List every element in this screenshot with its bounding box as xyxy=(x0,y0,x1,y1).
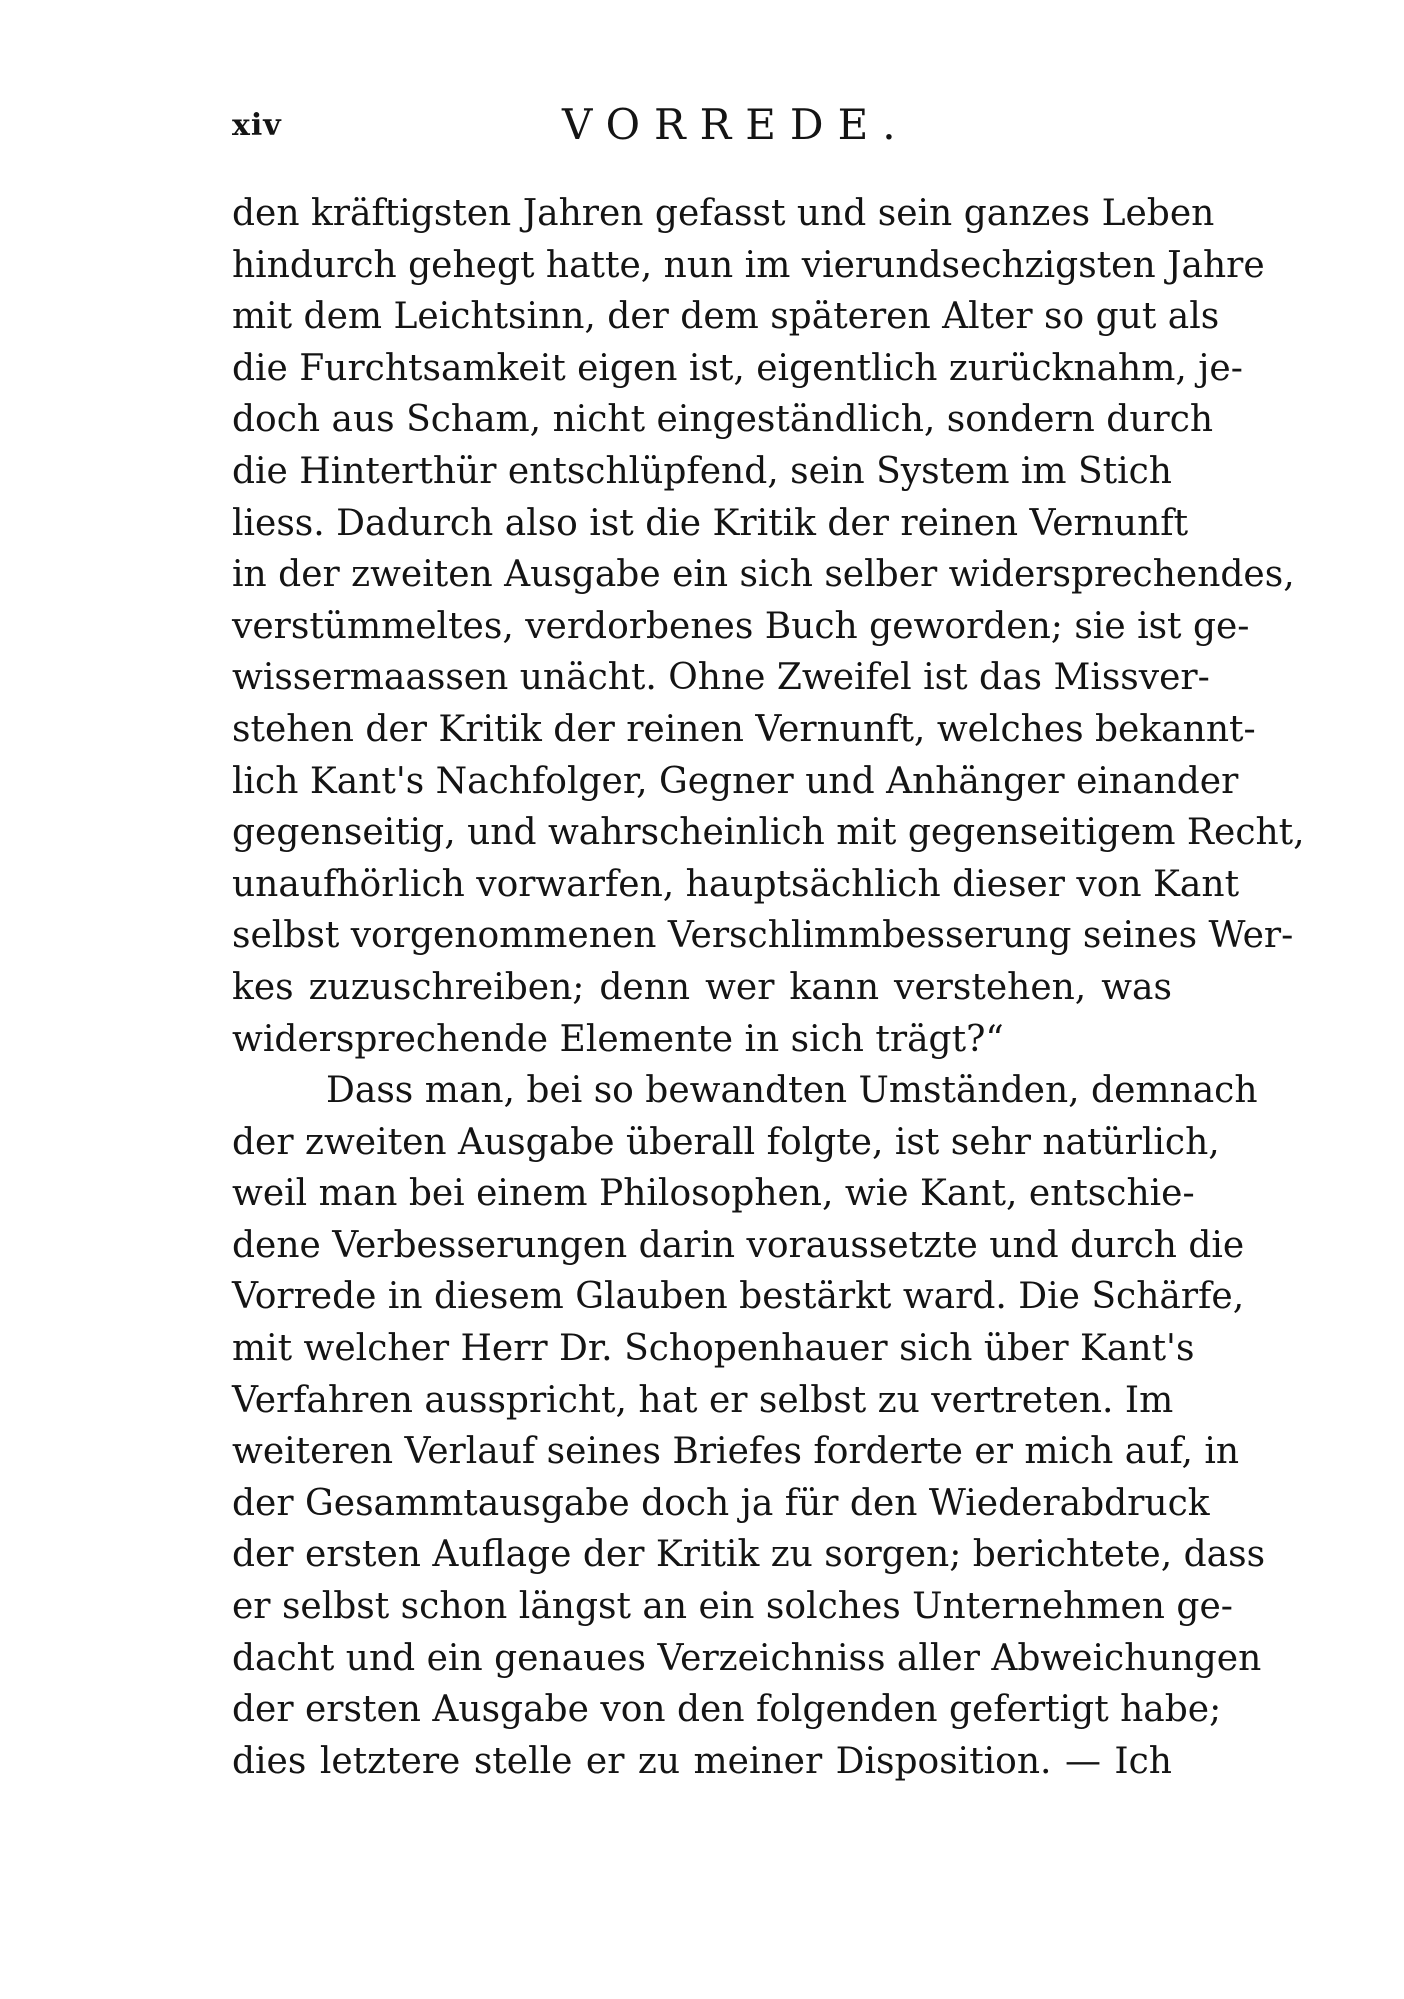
text-line: die Hinterthür entschlüpfend, sein System im Stich xyxy=(232,450,1172,492)
text-line: unaufhörlich vorwarfen, hauptsächlich dieser von Kant xyxy=(232,863,1240,905)
text-line: lich Kant's Nachfolger, Gegner und Anhänger einander xyxy=(232,760,1239,802)
text-line: weil man bei einem Philosophen, wie Kant, entschie- xyxy=(232,1173,1195,1215)
text-line: den kräftigsten Jahren gefasst und sein ganzes Leben xyxy=(232,193,1215,234)
text-line: selbst vorgenommenen Verschlimmbesserung seines Wer- xyxy=(232,915,1294,957)
page-header xyxy=(232,100,1172,150)
text-line: hindurch gehegt hatte, nun im vierundsechzigsten Jahre xyxy=(232,244,1265,286)
text-line: wissermaassen unächt. Ohne Zweifel ist das Missver- xyxy=(232,657,1210,699)
text-line: in der zweiten Ausgabe ein sich selber widersprechendes, xyxy=(232,554,1295,596)
text-line: mit welcher Herr Dr. Schopenhauer sich über Kant's xyxy=(232,1328,1195,1370)
running-title: VORREDE. xyxy=(562,100,910,149)
text-line: der zweiten Ausgabe überall folgte, ist sehr natürlich, xyxy=(232,1121,1220,1163)
text-line: dene Verbesserungen darin voraussetzte und durch die xyxy=(232,1224,1245,1266)
text-line: doch aus Scham, nicht eingeständlich, sondern durch xyxy=(232,399,1214,441)
text-line: verstümmeltes, verdorbenes Buch geworden; sie ist ge- xyxy=(232,605,1250,647)
text-line: weiteren Verlauf seines Briefes forderte er mich auf, in xyxy=(232,1431,1240,1473)
text-line: der ersten Ausgabe von den folgenden gefertigt habe; xyxy=(232,1689,1222,1731)
text-line: die Furchtsamkeit eigen ist, eigentlich zurücknahm, je- xyxy=(232,347,1243,389)
text-line: mit dem Leichtsinn, der dem späteren Alter so gut als xyxy=(232,296,1220,338)
text-line: dies letztere stelle er zu meiner Disposition. — Ich xyxy=(232,1740,1172,1782)
text-line: er selbst schon längst an ein solches Unternehmen ge- xyxy=(232,1586,1233,1628)
text-line: stehen der Kritik der reinen Vernunft, welches bekannt- xyxy=(232,708,1256,750)
text-line: liess. Dadurch also ist die Kritik der reinen Vernunft xyxy=(232,502,1189,544)
body-text xyxy=(232,188,1305,1787)
text-line: dacht und ein genaues Verzeichniss aller Abweichungen xyxy=(232,1637,1262,1679)
text-line: gegenseitig, und wahrscheinlich mit gegenseitigem Recht, xyxy=(232,812,1305,854)
text-line: Dass man, bei so bewandten Umständen, demnach xyxy=(326,1070,1258,1112)
text-line: Verfahren ausspricht, hat er selbst zu vertreten. Im xyxy=(232,1379,1174,1421)
text-line: Vorrede in diesem Glauben bestärkt ward. Die Schärfe, xyxy=(232,1276,1245,1318)
text-line: widersprechende Elemente in sich trägt?“ xyxy=(232,1018,1004,1060)
text-line: kes zuzuschreiben; denn wer kann verstehen, was xyxy=(232,966,1172,1008)
text-line: der ersten Auflage der Kritik zu sorgen; berichtete, dass xyxy=(232,1534,1266,1576)
page-number: xiv xyxy=(232,108,282,143)
text-line: der Gesammtausgabe doch ja für den Wiederabdruck xyxy=(232,1482,1210,1524)
